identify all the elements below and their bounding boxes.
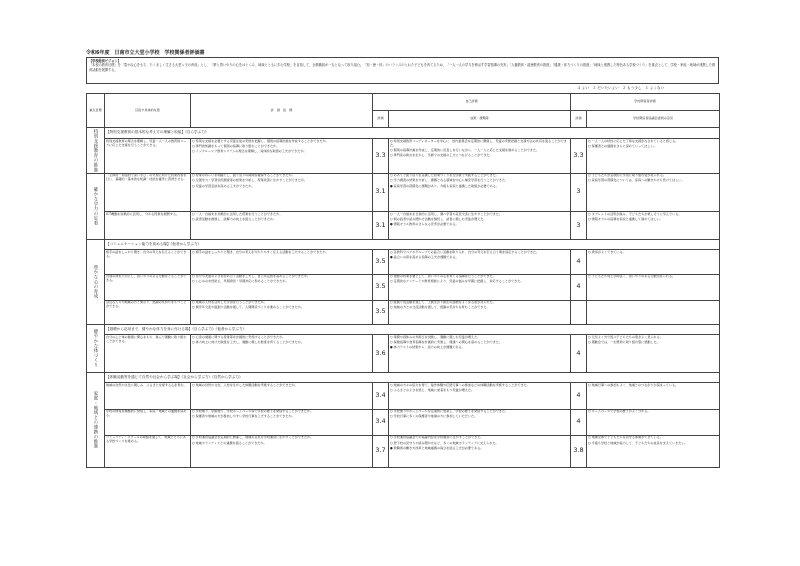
- school-opinion-cell: [587, 211, 720, 239]
- school-opinion-cell: [587, 335, 720, 373]
- school-opinion-line: ○ 子どもたちが意欲的に学習に取り組む姿が見られる。: [588, 173, 666, 178]
- table-row: [87, 335, 720, 373]
- self-result-line: ○ 地域の方々の協力を得て、稲作体験や伝統行事への参加などの体験活動を実施することができた。: [390, 383, 530, 388]
- header-self-result: 成果・課題等: [389, 111, 571, 128]
- self-result-cell: [389, 173, 571, 211]
- self-result-line: ● 話合いの質を高める指導の工夫が課題である。: [390, 255, 459, 260]
- table-row: [87, 274, 720, 300]
- school-opinion-line: ○ 情報モラルの指導を家庭と連携して進めてほしい。: [588, 216, 663, 221]
- target-cell: コミュニティ・スクールの取組を通して、地域とともにある学校づくりを進める。: [105, 435, 191, 467]
- category-label: 豊かな心の育成: [87, 240, 105, 325]
- criteria-line: ○ 児童の学習意欲を高める工夫ができたか。: [192, 183, 255, 188]
- self-score: 3.5: [373, 300, 389, 324]
- criteria-line: ○ 一人一台端末を効果的に活用した授業を行うことができたか。: [192, 211, 283, 216]
- self-score: 3.7: [373, 435, 389, 467]
- self-result-line: ○ 学力調査の結果を分析し、課題となる領域を中心に補充学習を行うことができた。: [390, 178, 509, 183]
- self-result-line: ● 体力テストの結果から、投力の向上が課題である。: [390, 344, 465, 349]
- school-opinion-line: ○ 元気よく外で遊ぶ子どもたちの姿がよく見られる。: [588, 334, 663, 339]
- table-row: [87, 383, 720, 409]
- group-title-row: [87, 373, 720, 383]
- table-row: [87, 139, 720, 173]
- category-label: 特別支援教育の推進: [87, 128, 105, 173]
- self-score: 3.1: [373, 211, 389, 239]
- criteria-cell: [191, 250, 373, 274]
- self-result-cell: [389, 300, 571, 324]
- target-cell: 自分の心と体の健康に関心をもち、進んで運動に取り組むことができる。: [105, 335, 191, 373]
- target-cell: 学校の情報を積極的に発信し、家庭・地域との連携を深める。: [105, 409, 191, 435]
- header-self-score: 評価: [373, 111, 389, 128]
- school-opinion-line: ○ タブレットの活用が進み、子どもたちが楽しそうに学んでいる。: [588, 211, 682, 216]
- header-category: 重点目標: [87, 94, 105, 128]
- school-opinion-line: ○ 保護者との連携をさらに深めていってほしい。: [588, 143, 657, 148]
- vision-text: 「本校の教育目標」を「豊かな心をもち、たくましく生きる大堂っ子の育成」とし、「夢と思いやりの心をはぐくみ、地域とともに歩む学校」を目指して、全教職員が一丸となって取り組む。「知・徳・体」のバランスのとれた子どもを育てるため、「一人一人の学力を伸ばす学習指導の充実」「人権教育・道徳教育の推進」「健康・体力づくりの推進」「地域と連携した特色ある学校づくり」を重点として、学校・家庭・地域が連携した教育活動を展開する。: [89, 63, 716, 72]
- school-opinion-cell: [587, 139, 720, 173]
- self-score: 3.1: [373, 173, 389, 211]
- school-opinion-line: ○ 一人一人の特性に応じた丁寧な支援がなされていると感じる。: [588, 138, 679, 143]
- school-opinion-line: ○ 地域全体で子どもたちを見守る体制ができている。: [588, 435, 663, 440]
- self-score: 3.5: [373, 250, 389, 274]
- criteria-cell: [191, 173, 373, 211]
- table-row: [87, 300, 720, 324]
- self-result-line: ○ 朝の読書や読み聞かせ活動を継続し、読書に親しむ児童が増えた。: [390, 216, 487, 221]
- school-opinion-line: ○ 地域行事への参加もよく、地域とのつながりが深まっている。: [588, 383, 679, 388]
- target-cell: 自他の命を大切にし、思いやりのある行動をとることができる。: [105, 274, 191, 300]
- criteria-line: ○ 自分や友達のよさを認め合う活動を工夫し、自己肯定感を高めることができたか。: [192, 274, 311, 279]
- criteria-line: ○ 地域ボランティアとの連携を図ることができたか。: [192, 440, 267, 445]
- table-body: [87, 128, 720, 468]
- self-score: 3.6: [373, 335, 389, 373]
- group-title: 【特別支援教育の基本的な考え方の理解と取組】《自ら学ぶ力》: [105, 128, 720, 139]
- school-opinion-cell: [587, 300, 720, 324]
- self-result-line: ○ 特別支援教育コーディネーターを中心に、校内委員会を定期的に開催し、児童の実態把握と支援方法の共有を図ることができた。: [390, 138, 567, 147]
- table-row: [87, 409, 720, 435]
- header-school-opinion: 学校関係者協議会委員の意見: [587, 111, 720, 128]
- school-opinion-cell: [587, 250, 720, 274]
- self-result-line: ● 家庭学習の習慣化に課題があり、今後も家庭と連携した取組が必要である。: [390, 183, 499, 188]
- self-result-cell: [389, 435, 571, 467]
- school-opinion-line: ○ 家庭学習の習慣化については、家庭への働きかけも続けてほしい。: [588, 178, 685, 183]
- criteria-line: ○ 専門的知識をもって個別の指導に取り組むことができたか。: [192, 143, 280, 148]
- header-target: 目指す具体的な姿: [105, 94, 191, 128]
- self-result-line: ○ 地域の方との交流活動を通して、感謝の気持ちを育むことができた。: [390, 305, 490, 310]
- table-row: [87, 173, 720, 211]
- target-cell: 地域の自然や文化に親しみ、ふるさとを愛する心を育む。: [105, 383, 191, 409]
- self-result-line: ● 情報モラル教育のさらなる充実が必要である。: [390, 221, 459, 226]
- school-opinion-cell: [587, 409, 720, 435]
- self-result-line: ○ 各教科でペアやグループでの話合い活動を取り入れ、自分の考えを伝え合う場を設定することができた。: [390, 249, 540, 254]
- criteria-cell: [191, 211, 373, 239]
- target-cell: 「主体的・対話的で深い学び」の実現に向けた授業改善を行い、基礎的・基本的な知識・技能を確実に習得させる。: [105, 173, 191, 211]
- criteria-line: ○ 保護者や地域の方が参加しやすい学校行事を工夫することができたか。: [192, 414, 295, 419]
- school-opinion-line: ○ 子どもたち同士が仲良く、思いやりのある行動が見られる。: [588, 274, 676, 279]
- self-result-line: ○ 学校便りやホームページを定期的に更新し、学校の様子を発信することができた。: [390, 409, 509, 414]
- school-opinion-cell: [587, 435, 720, 467]
- criteria-cell: [191, 139, 373, 173]
- criteria-line: ○ 学校便り、学級便り、学校ホームページ等で学校の様子を発信することができたか。: [192, 409, 314, 414]
- self-result-cell: [389, 250, 571, 274]
- criteria-line: ○ 相手の話をしっかりと聞き、自分の考えを分かりやすく伝える活動を工夫することができたか。: [192, 249, 329, 254]
- self-result-line: ○ 縦割り班活動を通して、上級生が下級生の面倒をよく見る姿が見られた。: [390, 300, 496, 305]
- self-result-cell: [389, 383, 571, 409]
- criteria-line: ○ インクルーシブ教育システムの理念を理解し、具体的な取組の工夫ができたか。: [192, 149, 307, 154]
- criteria-line: ○ 心身の健康に関する授業等を計画的に実施することができたか。: [192, 334, 286, 339]
- self-result-cell: [389, 274, 571, 300]
- criteria-line: ○ 地域の自然や文化、人材を生かした体験活動を実施することができたか。: [192, 383, 298, 388]
- self-score: 3.3: [373, 139, 389, 173]
- target-cell: 身近な人々や地域の方と関わり、感謝の気持ちをもつことができる。: [105, 300, 191, 324]
- self-result-line: ○ ふるさとのよさを感じ、地域に愛着をもつ児童が増えた。: [390, 388, 475, 393]
- header-self-evaluation: 自己評価: [373, 94, 571, 111]
- target-cell: ICT機器を効果的に活用し、分かる授業を展開する。: [105, 211, 191, 239]
- group-title-row: [87, 128, 720, 139]
- criteria-line: ○ 授業のねらいを明確にし、振り返りの時間を確保することができたか。: [192, 173, 295, 178]
- self-score: 3.4: [373, 409, 389, 435]
- self-score: 3.4: [373, 383, 389, 409]
- self-result-line: ○ 学校運営協議会での協議内容を学校運営に生かすことができた。: [390, 435, 484, 440]
- criteria-cell: [191, 435, 373, 467]
- self-result-cell: [389, 139, 571, 173]
- self-result-line: ○ 個別の指導計画を作成し、定期的に見直しを行いながら、一人一人に応じた支援を進めることができた。: [390, 147, 540, 152]
- criteria-cell: [191, 335, 373, 373]
- group-title-row: [87, 324, 720, 334]
- self-result-cell: [389, 211, 571, 239]
- school-opinion-line: ○ 挨拶がよくできている。: [588, 249, 626, 254]
- school-score: 4: [571, 274, 587, 300]
- target-cell: 相手の話をしっかり聞き、自分の考えを伝えることができる。: [105, 250, 191, 274]
- self-result-cell: [389, 409, 571, 435]
- self-result-line: ○ 定期的なアンケートや教育相談により、児童の悩みを早期に把握し、対応することができた。: [390, 279, 524, 284]
- school-score: 4: [571, 383, 587, 409]
- school-score: 3.8: [571, 435, 587, 467]
- header-criteria: 評 価 指 標: [191, 94, 373, 128]
- school-opinion-cell: [587, 274, 720, 300]
- self-result-line: ○ 保健指導や食育指導を計画的に実施し、健康への関心を高めることができた。: [390, 339, 502, 344]
- category-label: 家庭・地域との連携の推進: [87, 373, 105, 468]
- evaluation-table: [86, 93, 720, 468]
- self-result-line: ○ 学校行事に多くの保護者や地域の方に参加していただいた。: [390, 414, 478, 419]
- criteria-line: ○ 体力向上に向けた取組を工夫し、運動に親しむ態度を育てることができたか。: [192, 339, 304, 344]
- criteria-cell: [191, 383, 373, 409]
- category-label: 健やかな体づくり: [87, 324, 105, 372]
- self-result-line: ○ 業間や昼休みの外遊びを奨励し、運動に親しむ児童が増えた。: [390, 334, 481, 339]
- school-score: 4: [571, 335, 587, 373]
- self-score: 3.5: [373, 274, 389, 300]
- criteria-cell: [191, 409, 373, 435]
- table-row: [87, 435, 720, 467]
- school-score: 4: [571, 250, 587, 274]
- table-row: [87, 250, 720, 274]
- criteria-line: ○ 全国学力・学習状況調査等の結果を分析し、授業改善に生かすことができたか。: [192, 178, 308, 183]
- school-opinion-line: ○ 今後も学校と地域が協力して、子どもたちの成長を支えていきたい。: [588, 440, 688, 445]
- group-title-row: [87, 240, 720, 250]
- self-result-line: ○ 道徳の授業を要として、思いやりの心を育てる指導を行うことができた。: [390, 274, 496, 279]
- self-result-cell: [389, 335, 571, 373]
- category-label: 確かな学力の定着: [87, 173, 105, 239]
- self-result-line: ○ 専門家の助言を生かし、学級での支援の工夫につなげることができた。: [390, 152, 493, 157]
- self-result-line: ○ めあてと振り返りを意識した授業づくりを全学級で実践することができた。: [390, 173, 499, 178]
- group-title: 【体験活動等を通じて自然や社会から学ぶ場】《社会から学ぶ力》《自然から学ぶ力》: [105, 373, 720, 383]
- vision-title: 【学校経営ビジョン】: [89, 59, 121, 63]
- rating-scale-legend: ４ よい ３ だいたいよい ２ もう少し １ よくない: [577, 86, 665, 90]
- target-cell: 特別支援教育の理念を理解し、児童一人一人の教育的ニーズに応じた支援を行うことができる。: [105, 139, 191, 173]
- self-result-line: ○ 登下校の見守りや読み聞かせなど、多くの地域ボランティアに支えられた。: [390, 440, 499, 445]
- criteria-line: ○ 学校運営協議会を定期的に開催し、地域の意見を学校運営に生かすことができたか。: [192, 435, 314, 440]
- criteria-line: ○ 地域の人材を活用した学習を行うことができたか。: [192, 300, 267, 305]
- criteria-cell: [191, 274, 373, 300]
- header-school-score: 評価: [571, 111, 587, 128]
- group-title: 【基礎から応用まで、健やかな体力を身に付ける場】《自ら学ぶ力》《他者から学ぶ力》: [105, 324, 720, 334]
- criteria-line: ○ 異学年交流や縦割り活動を通して、人間関係づくりを進めることができたか。: [192, 305, 304, 310]
- school-score: 4: [571, 409, 587, 435]
- school-opinion-cell: [587, 173, 720, 211]
- criteria-cell: [191, 300, 373, 324]
- criteria-line: ○ 読書活動を推進し、読解力の向上を図ることができたか。: [192, 216, 277, 221]
- school-score: [571, 300, 587, 324]
- school-opinion-cell: [587, 383, 720, 409]
- school-score: 3: [571, 173, 587, 211]
- self-result-line: ● 教職員の働き方改革と地域連携の両立を図る工夫が必要である。: [390, 445, 484, 450]
- school-score: 3: [571, 211, 587, 239]
- self-result-line: ○ 一人一台端末を日常的に活用し、調べ学習や意見交流に生かすことができた。: [390, 211, 502, 216]
- criteria-line: ○ いじめの未然防止、早期発見・早期対応に努めることができたか。: [192, 279, 289, 284]
- header-school-evaluation: 学校関係者評価: [571, 94, 720, 111]
- table-row: [87, 211, 720, 239]
- criteria-line: ○ 特別な支援を必要とする児童生徒の実態を把握し、個別の指導計画を作成することができたか。: [192, 138, 329, 143]
- school-score: 3.3: [571, 139, 587, 173]
- document-title: 令和6年度 日南市立大堂小学校 学校関係者評価書: [86, 50, 205, 56]
- school-opinion-line: ○ ホームページで学校の様子がよく分かる。: [588, 409, 651, 414]
- vision-box: [86, 57, 719, 84]
- school-opinion-line: ○ 運動会では、一生懸命に取り組む姿に感動した。: [588, 339, 660, 344]
- group-title: 【コミュニケーション能力を高める場】《他者から学ぶ力》: [105, 240, 720, 250]
